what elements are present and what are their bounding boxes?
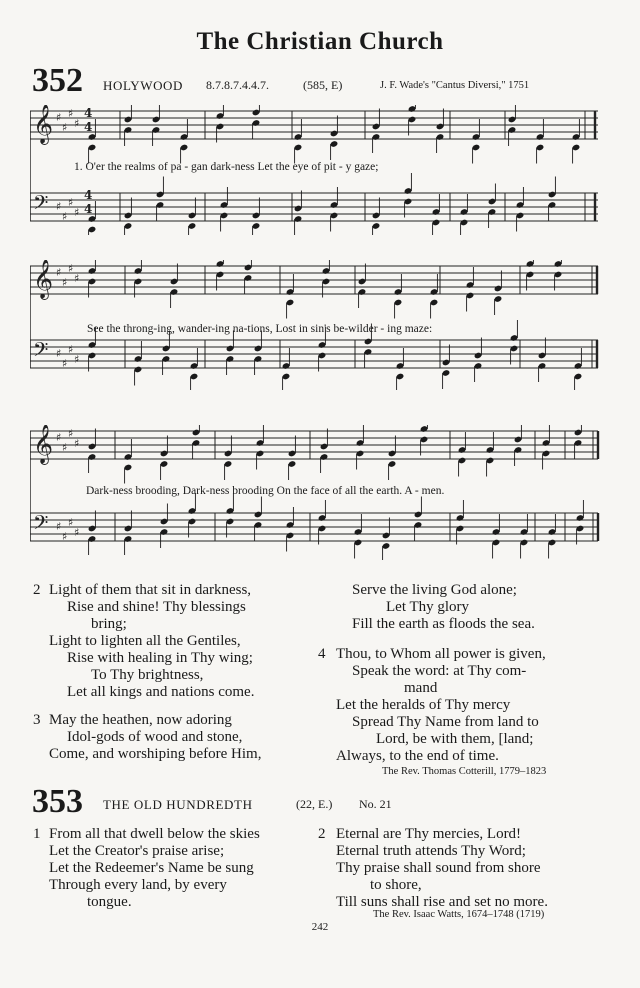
hymn-352-lyrics-line-3: Dark-ness brooding, Dark-ness brooding On the face of all the earth. A - men. [86,485,445,497]
hymn-353-verse-2: Eternal are Thy mercies, Lord! Eternal truth attends Thy Word; Thy praise shall sound from shore to shore, Till suns shall rise and set no more. [336,826,548,910]
hymn-353-no: No. 21 [359,797,392,811]
bass-clef-icon: 𝄢 [33,191,49,219]
treble-clef-icon: 𝄞 [33,260,54,299]
hymn-353-ref: (22, E.) [296,797,333,811]
sharp-icon: ♯ [74,117,80,130]
hymn-352-number: 352 [32,62,83,99]
sharp-icon: ♯ [56,347,62,360]
hymn-352-source: J. F. Wade's "Cantus Diversi," 1751 [380,80,530,91]
sharp-icon: ♯ [68,427,74,440]
hymn-353-number: 353 [32,783,83,820]
time-signature: 4 [84,188,93,202]
sharp-icon: ♯ [56,520,62,533]
treble-clef-icon: 𝄞 [33,105,54,144]
bass-clef-icon: 𝄢 [33,338,49,366]
verse-number-1: 1 [33,826,41,842]
page-number: 242 [311,921,329,933]
sharp-icon: ♯ [74,353,80,366]
hymn-352-ref: (585, E) [303,78,343,92]
sharp-icon: ♯ [62,210,68,223]
verse-number-3: 3 [33,712,41,728]
sharp-icon: ♯ [62,121,68,134]
bass-clef-icon: 𝄢 [33,511,49,539]
time-signature: 4 [84,202,93,216]
sharp-icon: ♯ [68,516,74,529]
sharp-icon: ♯ [62,276,68,289]
hymn-352-verse-2: Light of them that sit in darkness, Rise and shine! Thy blessings bring; Light to lighten all the Gentiles, Rise with healing in Thy wing; To Thy brightness, Let all kings and nations come. [49,582,255,700]
sharp-icon: ♯ [74,526,80,539]
hymn-352-meter: 8.7.8.7.4.4.7. [206,78,269,92]
sharp-icon: ♯ [68,343,74,356]
sharp-icon: ♯ [56,200,62,213]
hymn-353-verse-1: From all that dwell below the skies Let the Creator's praise arise; Let the Redeemer's Name be sung Through every land, by every tongue. [49,826,260,910]
sharp-icon: ♯ [56,111,62,124]
sharp-icon: ♯ [62,530,68,543]
sharp-icon: ♯ [74,206,80,219]
sharp-icon: ♯ [68,196,74,209]
sharp-icon: ♯ [68,107,74,120]
hymn-353-author: The Rev. Isaac Watts, 1674–1748 (1719) [373,909,545,920]
treble-clef-icon: 𝄞 [33,425,54,464]
hymn-352-lyrics-line-1: 1. O'er the realms of pa - gan dark-ness Let the eye of pit - y gaze; [74,161,379,173]
sharp-icon: ♯ [62,441,68,454]
hymn-353-tune: THE OLD HUNDREDTH [103,797,253,812]
hymn-352-author: The Rev. Thomas Cotterill, 1779–1823 [382,766,547,777]
time-signature: 4 [84,120,93,134]
sharp-icon: ♯ [56,431,62,444]
time-signature: 4 [84,106,93,120]
verse-number-4: 4 [318,646,326,662]
hymn-352-tune: HOLYWOOD [103,78,184,93]
verse-number-2: 2 [33,582,41,598]
sharp-icon: ♯ [62,357,68,370]
verse-number-2b: 2 [318,826,326,842]
hymn-352-verse-3: May the heathen, now adoring Idol-gods of wood and stone, Come, and worshiping before Him, [49,712,262,762]
sharp-icon: ♯ [74,272,80,285]
page-header: The Christian Church [196,28,444,55]
hymn-352-verse-3-continued: Serve the living God alone; Let Thy glory Fill the earth as floods the sea. [352,582,535,632]
sharp-icon: ♯ [56,266,62,279]
hymn-352-verse-4: Thou, to Whom all power is given, Speak the word: at Thy com- mand Let the heralds of Thy mercy Spread Thy Name from land to Lord, be with them, [land; Always, to the end of time. [336,646,546,764]
hymn-352-lyrics-line-2: See the throng-ing, wander-ing na-tions, Lost in sin's be-wilder - ing maze: [87,323,433,335]
sharp-icon: ♯ [68,262,74,275]
sharp-icon: ♯ [74,437,80,450]
